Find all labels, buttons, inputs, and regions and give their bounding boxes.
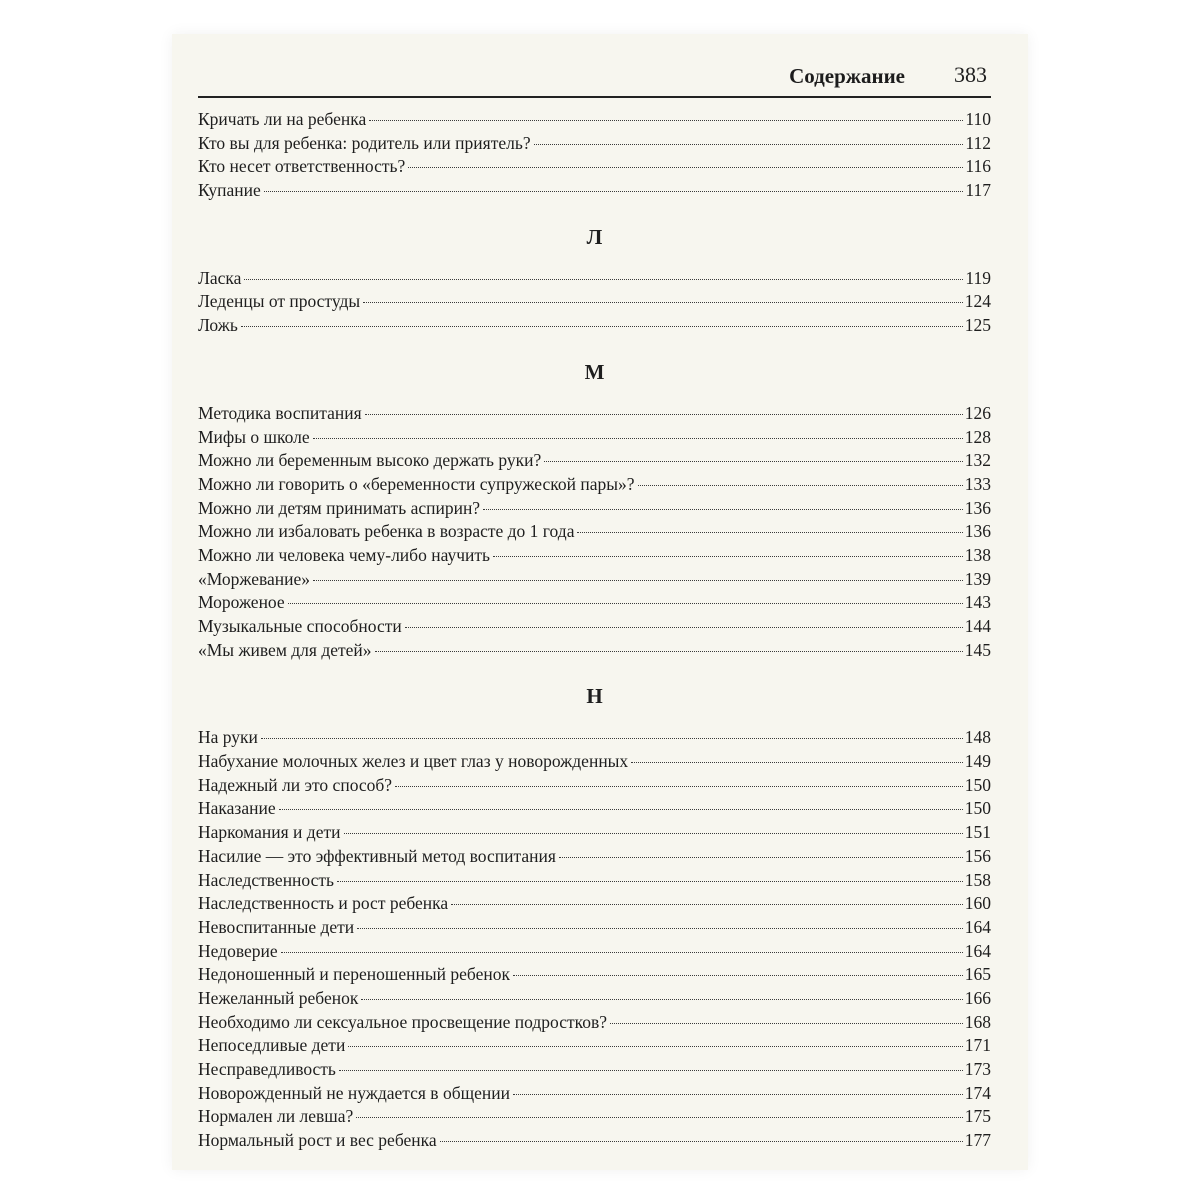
toc-entry-title: Купание — [198, 180, 261, 201]
toc-entry-title: Можно ли человека чему-либо научить — [198, 544, 490, 565]
toc-entry-title: Наследственность — [198, 869, 335, 890]
toc-entry-page: 128 — [964, 426, 991, 447]
toc-entry-title: На руки — [198, 727, 258, 748]
toc-entry — [198, 639, 991, 663]
toc-entry — [198, 916, 991, 940]
toc-entry-title: Набухание молочных желез и цвет глаз у новорожденных — [198, 751, 629, 772]
dot-leader — [638, 485, 963, 486]
toc-entry-page: 166 — [964, 987, 991, 1008]
dot-leader — [313, 580, 963, 581]
toc-entry — [198, 179, 991, 203]
toc-entry-title: Несправедливость — [198, 1059, 336, 1079]
page-number: 383 — [954, 62, 987, 87]
toc-entry — [198, 449, 991, 473]
toc-entry-page: 117 — [965, 180, 991, 201]
toc-entry-page: 124 — [964, 291, 991, 312]
toc-entry-title: Недоношенный и переношенный ребенок — [198, 964, 510, 985]
toc-entry-title: Нормален ли левша? — [198, 1106, 354, 1127]
toc-entry-page: 148 — [964, 727, 991, 748]
dot-leader — [493, 556, 963, 557]
toc-entry-page: 160 — [964, 893, 991, 914]
dot-leader — [631, 762, 963, 763]
dot-leader — [577, 532, 962, 533]
toc-entry-page: 164 — [964, 940, 991, 961]
toc-entry — [198, 1034, 991, 1058]
toc-entry-page: 138 — [964, 544, 991, 565]
section-letter-heading: Л — [586, 224, 603, 249]
dot-leader — [375, 651, 963, 652]
toc-entry-page: 151 — [964, 822, 991, 843]
dot-leader — [363, 302, 963, 303]
toc-entry — [198, 892, 991, 916]
toc-entry-page: 116 — [965, 156, 991, 177]
toc-entry — [198, 1105, 991, 1129]
dot-leader — [610, 1023, 963, 1024]
toc-entry — [198, 750, 991, 774]
toc-entry-page: 158 — [964, 869, 991, 890]
toc-entry-title: Надежный ли это способ? — [198, 774, 393, 795]
toc-entry-title: Кто вы для ребенка: родитель или приятель? — [198, 132, 531, 153]
dot-leader — [483, 509, 963, 510]
dot-leader — [337, 881, 963, 882]
toc-entry-page: 149 — [964, 751, 991, 772]
section-letter-heading: М — [584, 359, 605, 384]
dot-leader — [369, 120, 963, 121]
dot-leader — [244, 279, 963, 280]
toc-entry-title: Кто несет ответственность? — [198, 156, 406, 177]
toc-entry-title: Можно ли детям принимать аспирин? — [198, 497, 481, 518]
toc-entry-page: 112 — [965, 132, 991, 153]
toc-entry-page: 125 — [964, 315, 991, 336]
toc-entry-title: Новорожденный не нуждается в общении — [198, 1082, 510, 1103]
toc-entry-title: Можно ли беременным высоко держать руки? — [198, 450, 542, 471]
toc-entry — [198, 821, 991, 845]
toc-entry-page: 139 — [964, 568, 991, 589]
toc-entry — [198, 520, 991, 544]
toc-entry — [198, 314, 991, 338]
toc-entry — [198, 473, 991, 497]
toc-entry-title: Нормальный рост и вес ребенка — [198, 1130, 437, 1151]
toc-entry-page: 168 — [964, 1011, 991, 1032]
toc-entry — [198, 568, 991, 592]
dot-leader — [405, 627, 963, 628]
toc-entry-page: 156 — [964, 845, 991, 866]
dot-leader — [513, 1094, 963, 1095]
toc-entry — [198, 940, 991, 964]
toc-entry-page: 133 — [964, 473, 991, 494]
toc-entry-title: «Мы живем для детей» — [198, 639, 372, 660]
toc-entry-title: Недоверие — [198, 940, 278, 961]
toc-entry-page: 136 — [964, 521, 991, 542]
dot-leader — [281, 952, 963, 953]
toc-entry-page: 144 — [964, 616, 991, 636]
toc-entry — [198, 963, 991, 987]
dot-leader — [451, 904, 963, 905]
toc-entry — [198, 1058, 991, 1082]
toc-entry-page: 136 — [964, 497, 991, 518]
toc-entry-page: 119 — [965, 267, 991, 288]
dot-leader — [348, 1046, 962, 1047]
running-title: Содержание — [789, 64, 905, 88]
toc-entry-title: Леденцы от простуды — [198, 291, 361, 312]
dot-leader — [361, 999, 962, 1000]
toc-entry — [198, 426, 991, 450]
dot-leader — [534, 144, 964, 145]
toc-entry-page: 173 — [964, 1059, 991, 1079]
running-header — [198, 62, 991, 98]
toc-entry-page: 177 — [964, 1130, 991, 1151]
dot-leader — [279, 809, 963, 810]
toc-entry-title: Ласка — [198, 267, 242, 288]
toc-entry-title: «Моржевание» — [198, 568, 311, 589]
toc-entry-title: Наследственность и рост ребенка — [198, 893, 449, 914]
dot-leader — [339, 1070, 963, 1071]
dot-leader — [313, 438, 963, 439]
toc-entry — [198, 774, 991, 798]
toc-entry-title: Можно ли говорить о «беременности супружеской пары»? — [198, 473, 635, 494]
toc-entry-title: Невоспитанные дети — [198, 916, 355, 937]
dot-leader — [261, 738, 963, 739]
toc-entry-page: 165 — [964, 964, 991, 985]
toc-entry — [198, 155, 991, 179]
toc-entry-page: 164 — [964, 916, 991, 937]
toc-entry — [198, 108, 991, 132]
toc-entry-page: 132 — [964, 450, 991, 471]
toc-entry — [198, 869, 991, 893]
toc-entry-title: Непоседливые дети — [198, 1035, 346, 1056]
dot-leader — [357, 928, 963, 929]
toc-entry-title: Необходимо ли сексуальное просвещение подростков? — [198, 1011, 608, 1032]
toc-entry-page: 143 — [964, 592, 991, 613]
toc-entry-page: 150 — [964, 774, 991, 795]
toc-entry — [198, 290, 991, 314]
toc-entry-title: Мифы о школе — [198, 426, 310, 447]
toc-entry — [198, 797, 991, 821]
dot-leader — [544, 461, 963, 462]
toc-entry-page: 171 — [964, 1035, 991, 1056]
dot-leader — [440, 1141, 963, 1142]
toc-entry — [198, 591, 991, 615]
toc-entry — [198, 615, 991, 639]
toc-entry — [198, 267, 991, 291]
toc-entry-title: Методика воспитания — [198, 402, 362, 423]
dot-leader — [356, 1117, 963, 1118]
toc-entry-title: Наказание — [198, 798, 276, 819]
dot-leader — [264, 191, 964, 192]
toc-entry-title: Можно ли избаловать ребенка в возрасте до 1 года — [198, 521, 575, 542]
dot-leader — [288, 603, 963, 604]
toc-entry-title: Ложь — [198, 315, 238, 336]
toc-entry-page: 110 — [965, 109, 991, 129]
toc-entry-page: 145 — [964, 639, 991, 660]
toc-entry-title: Наркомания и дети — [198, 822, 341, 843]
dot-leader — [408, 167, 963, 168]
toc-entry-title: Музыкальные способности — [198, 616, 402, 636]
toc-entry — [198, 544, 991, 568]
toc-entry-page: 174 — [964, 1082, 991, 1103]
toc-entry — [198, 132, 991, 156]
toc-entry-title: Мороженое — [198, 592, 285, 613]
dot-leader — [395, 786, 963, 787]
dot-leader — [241, 326, 963, 327]
toc-entry — [198, 402, 991, 426]
toc-entry-page: 175 — [964, 1106, 991, 1127]
toc-entry — [198, 1082, 991, 1106]
toc-entry-title: Нежеланный ребенок — [198, 987, 359, 1008]
toc-entry — [198, 497, 991, 521]
dot-leader — [344, 833, 963, 834]
dot-leader — [513, 975, 963, 976]
toc-entry — [198, 1011, 991, 1035]
toc-entry-title: Кричать ли на ребенка — [198, 109, 367, 129]
table-of-contents — [198, 108, 991, 1153]
dot-leader — [559, 857, 963, 858]
toc-entry-page: 126 — [964, 402, 991, 423]
toc-entry — [198, 1129, 991, 1153]
section-letter-heading: Н — [586, 684, 603, 709]
toc-entry-page: 150 — [964, 798, 991, 819]
toc-entry — [198, 726, 991, 750]
toc-entry — [198, 987, 991, 1011]
toc-entry-title: Насилие — это эффективный метод воспитания — [198, 845, 556, 866]
dot-leader — [365, 414, 963, 415]
toc-entry — [198, 845, 991, 869]
